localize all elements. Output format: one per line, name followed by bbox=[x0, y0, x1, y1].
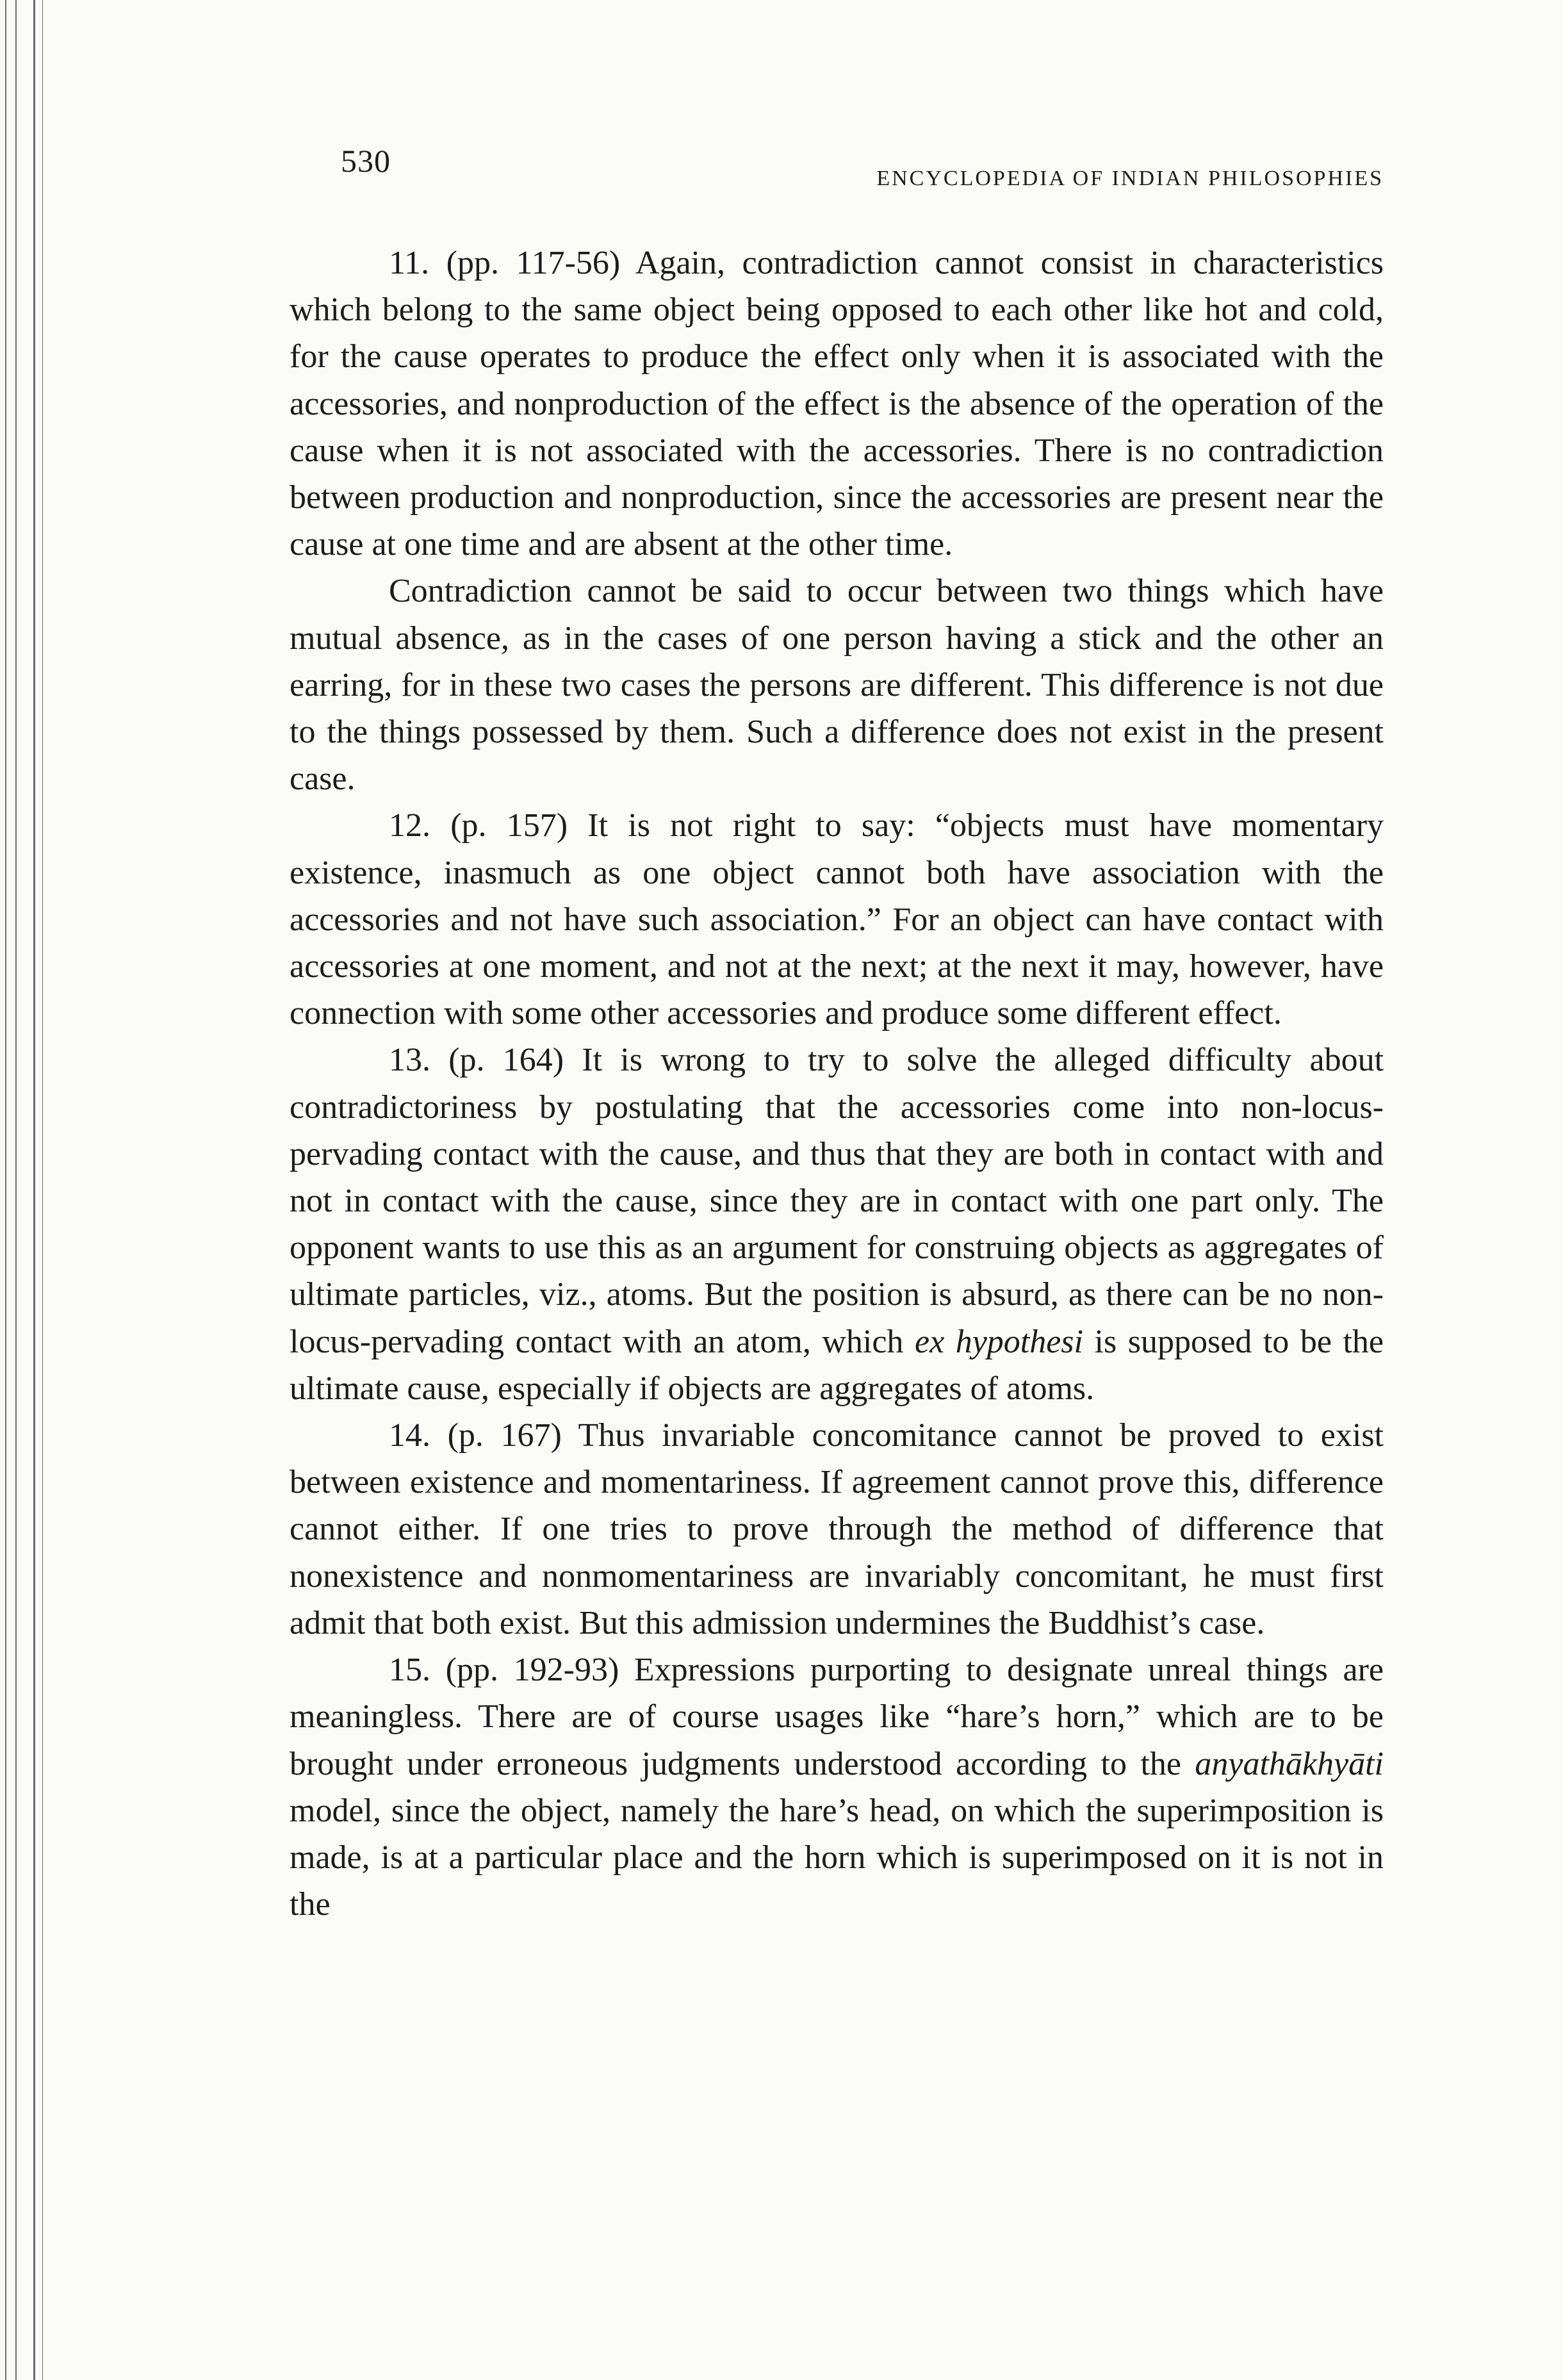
paragraph-text: Contradiction cannot be said to occur between two things which have mutual absence, as in the cases of one person having a stick and the other an earring, for in these two cases the persons are different. This difference is not due to the things possessed by them. Such a difference does not exist in the present case. bbox=[290, 573, 1384, 798]
paragraph-text: is supposed to be the ultimate cause, especially if objects are aggregates of atoms. bbox=[290, 1323, 1384, 1407]
paragraph-14 bbox=[290, 1412, 1384, 1646]
italic-term: ex hypothesi bbox=[914, 1323, 1083, 1360]
paragraph-text: model, since the object, namely the hare’s head, on which the superimposition is made, is at a particular place and the horn which is superimposed on it is not in the bbox=[290, 1792, 1384, 1923]
paragraph-contradiction bbox=[290, 568, 1384, 802]
paragraph-number: 13. bbox=[389, 1042, 430, 1079]
paragraph-text: It is wrong to try to solve the alleged difficulty about contradictoriness by postulating that the accessories come into non-locus-pervading contact with the cause, and thus that they are both in contact with and not in contact with the cause, since they are in contact with one part only. The opponent wants to use this as an argument for construing objects as aggregates of ultimate particles, viz., atoms. But the position is absurd, as there can be no non-locus-pervading contact with an atom, which bbox=[290, 1042, 1384, 1360]
paragraph-number: 12. bbox=[389, 807, 430, 844]
page-reference: (pp. 192-93) bbox=[445, 1652, 619, 1689]
page-number: 530 bbox=[341, 143, 391, 179]
page-body bbox=[290, 240, 1384, 1928]
page-header bbox=[301, 142, 1384, 200]
paragraph-text: It is not right to say: “objects must have momentary existence, inasmuch as one object cannot both have association with the accessories and not have such association.” For an object can have contact with accessories at one moment, and not at the next; at the next it may, however, have connection with some other accessories and produce some different effect. bbox=[290, 807, 1384, 1032]
page-binding-edge bbox=[0, 0, 58, 2380]
paragraph-text: Again, contradiction cannot consist in characteristics which belong to the same object being opposed to each other like hot and cold, for the cause operates to produce the effect only when it is associated with the accessories, and nonproduction of the effect is the absence of the operation of the cause when it is not associated with the accessories. There is no contradiction between production and nonproduction, since the accessories are present near the cause at one time and are absent at the other time. bbox=[290, 245, 1384, 563]
italic-term: anyathākhyāti bbox=[1195, 1745, 1384, 1782]
paragraph-11 bbox=[290, 240, 1384, 568]
paragraph-number: 14. bbox=[389, 1417, 430, 1454]
paragraph-text: Expressions purporting to designate unreal things are meaningless. There are of course usages like “hare’s horn,” which are to be brought under erroneous judgments understood according to the bbox=[290, 1652, 1384, 1782]
page-reference: (pp. 117-56) bbox=[446, 245, 621, 281]
page-reference: (p. 164) bbox=[448, 1042, 564, 1079]
paragraph-text: Thus invariable concomitance cannot be proved to exist between existence and momentariness. If agreement cannot prove this, difference cannot either. If one tries to prove through the method of difference that nonexistence and nonmomentariness are invariably concomitant, he must first admit that both exist. But this admission undermines the Buddhist’s case. bbox=[290, 1417, 1384, 1641]
paragraph-number: 11. bbox=[389, 245, 430, 281]
paragraph-15 bbox=[290, 1646, 1384, 1928]
paragraph-12 bbox=[290, 802, 1384, 1037]
page-reference: (p. 157) bbox=[450, 807, 568, 844]
running-head: ENCYCLOPEDIA OF INDIAN PHILOSOPHIES bbox=[876, 167, 1384, 190]
paragraph-number: 15. bbox=[389, 1652, 430, 1689]
page-reference: (p. 167) bbox=[447, 1417, 562, 1454]
paragraph-13 bbox=[290, 1037, 1384, 1412]
